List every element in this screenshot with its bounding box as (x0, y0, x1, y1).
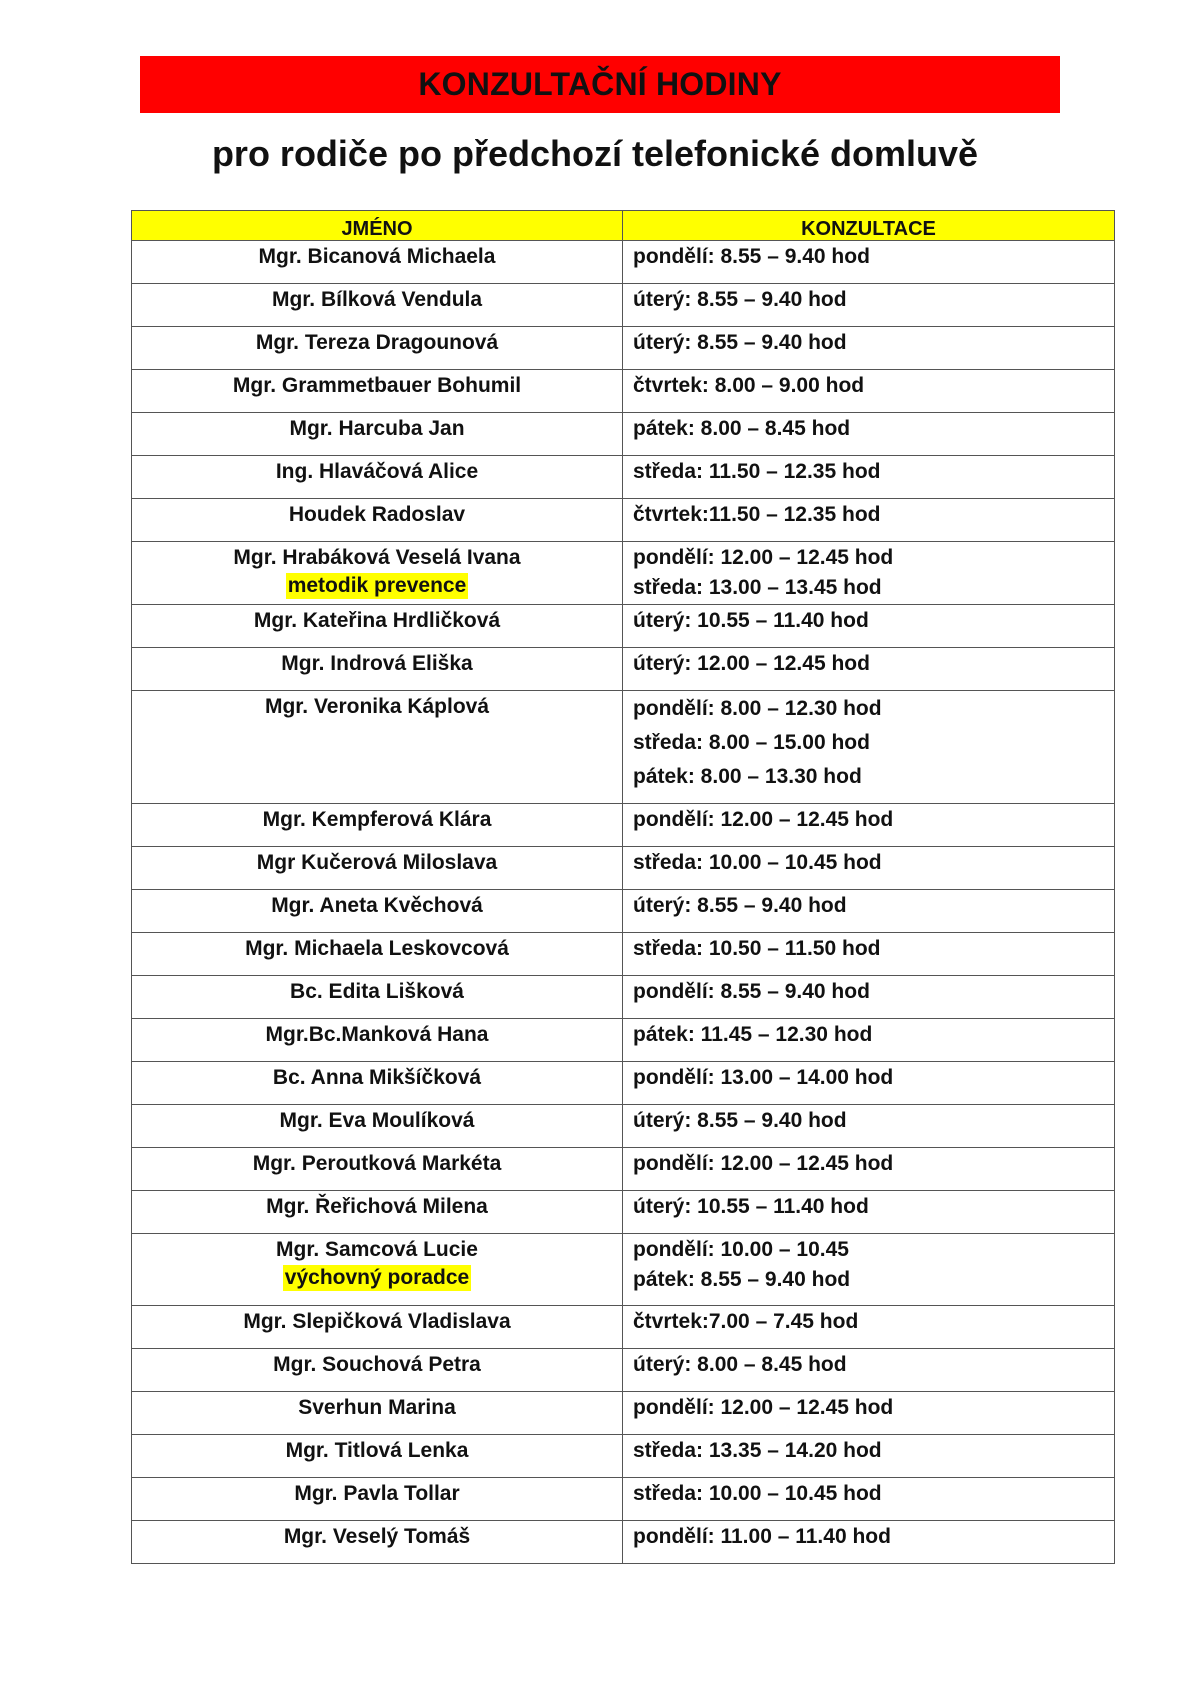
teacher-name-cell (132, 1062, 623, 1105)
teacher-name: Mgr. Aneta Kvěchová (271, 894, 483, 917)
teacher-name: Mgr Kučerová Miloslava (256, 851, 498, 874)
teacher-name: Mgr. Pavla Tollar (294, 1482, 460, 1505)
teacher-role-badge: výchovný poradce (284, 1266, 470, 1289)
consultation-time-cell (623, 1148, 1115, 1191)
table-row (132, 1234, 1115, 1306)
table-row (132, 456, 1115, 499)
table-row (132, 1019, 1115, 1062)
table-header-row (132, 211, 1115, 241)
teacher-name-cell (132, 370, 623, 413)
consultation-slot: středa: 10.50 – 11.50 hod (633, 937, 881, 960)
teacher-name-cell (132, 241, 623, 284)
consultation-time-cell (623, 976, 1115, 1019)
consultation-time-cell (623, 456, 1115, 499)
teacher-name: Bc. Edita Lišková (290, 980, 464, 1003)
teacher-name: Mgr. Řeřichová Milena (266, 1195, 488, 1218)
table-row (132, 847, 1115, 890)
teacher-name-cell (132, 1392, 623, 1435)
teacher-name-cell (132, 648, 623, 691)
consultation-time-cell (623, 1392, 1115, 1435)
consultation-slot: čtvrtek:11.50 – 12.35 hod (633, 503, 881, 526)
consultation-time-cell (623, 1105, 1115, 1148)
teacher-name: Mgr. Slepičková Vladislava (243, 1310, 511, 1333)
consultation-slot: středa: 13.00 – 13.45 hod (633, 576, 882, 599)
consultation-slot: pátek: 11.45 – 12.30 hod (633, 1023, 873, 1046)
consultation-slot: pondělí: 12.00 – 12.45 hod (633, 546, 894, 569)
table-row (132, 241, 1115, 284)
table-row (132, 933, 1115, 976)
teacher-name: Mgr. Grammetbauer Bohumil (232, 374, 522, 397)
teacher-name-cell (132, 1349, 623, 1392)
table-row (132, 1478, 1115, 1521)
consultation-time-cell (623, 327, 1115, 370)
table-row (132, 413, 1115, 456)
consultation-slot: středa: 10.00 – 10.45 hod (633, 851, 882, 874)
teacher-name: Mgr. Kempferová Klára (262, 808, 492, 831)
consultation-slot: pondělí: 8.55 – 9.40 hod (633, 245, 870, 268)
consultation-slot: čtvrtek:7.00 – 7.45 hod (633, 1310, 859, 1333)
table-row (132, 1306, 1115, 1349)
teacher-name-cell (132, 327, 623, 370)
teacher-name: Bc. Anna Mikšíčková (272, 1066, 482, 1089)
consultation-time-cell (623, 933, 1115, 976)
table-row (132, 1349, 1115, 1392)
consultation-time-cell (623, 1191, 1115, 1234)
consultation-table (131, 210, 1115, 1564)
consultation-time-cell (623, 413, 1115, 456)
consultation-time-cell (623, 847, 1115, 890)
page-title: KONZULTAČNÍ HODINY (418, 66, 782, 102)
table-row (132, 890, 1115, 933)
consultation-time-cell (623, 1349, 1115, 1392)
teacher-name-cell (132, 542, 623, 605)
consultation-time-cell (623, 1306, 1115, 1349)
table-row (132, 1435, 1115, 1478)
teacher-name-cell (132, 691, 623, 804)
teacher-name: Mgr. Michaela Leskovcová (245, 937, 509, 960)
teacher-name: Mgr. Bicanová Michaela (258, 245, 496, 268)
consultation-time-cell (623, 890, 1115, 933)
teacher-name-cell (132, 804, 623, 847)
consultation-time-cell (623, 370, 1115, 413)
consultation-time-cell (623, 605, 1115, 648)
consultation-slot: pondělí: 12.00 – 12.45 hod (633, 1396, 894, 1419)
teacher-name: Mgr. Harcuba Jan (289, 417, 465, 440)
table-row (132, 691, 1115, 804)
teacher-name-cell (132, 456, 623, 499)
teacher-name-cell (132, 1019, 623, 1062)
table-row (132, 1521, 1115, 1564)
page-subtitle: pro rodiče po předchozí telefonické domluvě (211, 133, 979, 174)
consultation-slot: pátek: 8.00 – 8.45 hod (633, 417, 851, 440)
consultation-slot: úterý: 8.55 – 9.40 hod (633, 894, 847, 917)
table-row (132, 284, 1115, 327)
teacher-name-cell (132, 1521, 623, 1564)
teacher-name: Mgr. Veronika Káplová (264, 695, 490, 718)
consultation-time-cell (623, 284, 1115, 327)
teacher-name-cell (132, 1148, 623, 1191)
consultation-time-cell (623, 691, 1115, 804)
consultation-slot: úterý: 8.00 – 8.45 hod (633, 1353, 847, 1376)
teacher-name: Houdek Radoslav (288, 503, 466, 526)
teacher-name: Sverhun Marina (298, 1396, 456, 1419)
table-row (132, 648, 1115, 691)
teacher-name: Mgr. Indrová Eliška (281, 652, 473, 675)
consultation-slot: pátek: 8.55 – 9.40 hod (633, 1268, 851, 1291)
teacher-name-cell (132, 499, 623, 542)
teacher-name-cell (132, 976, 623, 1019)
consultation-slot: úterý: 8.55 – 9.40 hod (633, 288, 847, 311)
consultation-slot: pátek: 8.00 – 13.30 hod (633, 765, 862, 788)
table-row (132, 1148, 1115, 1191)
consultation-slot: pondělí: 12.00 – 12.45 hod (633, 808, 894, 831)
consultation-slot: pondělí: 12.00 – 12.45 hod (633, 1152, 894, 1175)
consultation-slot: středa: 13.35 – 14.20 hod (633, 1439, 882, 1462)
table-row (132, 976, 1115, 1019)
teacher-name-cell (132, 1234, 623, 1306)
table-row (132, 542, 1115, 605)
title-banner (140, 56, 1060, 113)
consultation-slot: středa: 10.00 – 10.45 hod (633, 1482, 882, 1505)
consultation-slot: pondělí: 8.55 – 9.40 hod (633, 980, 870, 1003)
teacher-name: Mgr. Kateřina Hrdličková (253, 609, 501, 632)
teacher-name: Mgr. Peroutková Markéta (252, 1152, 502, 1175)
teacher-name: Mgr. Tereza Dragounová (255, 331, 499, 354)
teacher-name-cell (132, 890, 623, 933)
teacher-name-cell (132, 1191, 623, 1234)
table-row (132, 605, 1115, 648)
table-row (132, 327, 1115, 370)
teacher-name: Mgr. Titlová Lenka (285, 1439, 469, 1462)
consultation-time-cell (623, 648, 1115, 691)
teacher-name-cell (132, 1435, 623, 1478)
consultation-time-cell (623, 1521, 1115, 1564)
teacher-name-cell (132, 605, 623, 648)
teacher-name-cell (132, 1306, 623, 1349)
teacher-name-cell (132, 1478, 623, 1521)
teacher-role-badge: metodik prevence (287, 574, 467, 597)
teacher-name-cell (132, 1105, 623, 1148)
consultation-slot: úterý: 10.55 – 11.40 hod (633, 1195, 869, 1218)
consultation-time-cell (623, 542, 1115, 605)
consultation-time-cell (623, 1062, 1115, 1105)
consultation-time-cell (623, 1019, 1115, 1062)
consultation-time-cell (623, 804, 1115, 847)
table-row (132, 1191, 1115, 1234)
teacher-name-cell (132, 284, 623, 327)
teacher-name: Mgr. Bílková Vendula (271, 288, 483, 311)
teacher-name: Mgr. Eva Moulíková (279, 1109, 475, 1132)
consultation-time-cell (623, 1435, 1115, 1478)
consultation-slot: pondělí: 10.00 – 10.45 (633, 1238, 849, 1261)
consultation-slot: úterý: 10.55 – 11.40 hod (633, 609, 869, 632)
teacher-name: Mgr.Bc.Manková Hana (265, 1023, 489, 1046)
consultation-slot: středa: 11.50 – 12.35 hod (633, 460, 881, 483)
table-row (132, 499, 1115, 542)
column-header-name: JMÉNO (132, 211, 623, 241)
consultation-slot: úterý: 8.55 – 9.40 hod (633, 1109, 847, 1132)
teacher-name-cell (132, 847, 623, 890)
consultation-slot: čtvrtek: 8.00 – 9.00 hod (633, 374, 865, 397)
teacher-name: Mgr. Hrabáková Veselá Ivana (233, 546, 521, 569)
consultation-slot: úterý: 8.55 – 9.40 hod (633, 331, 847, 354)
table-body (132, 241, 1115, 1564)
table-row (132, 1105, 1115, 1148)
teacher-name-cell (132, 413, 623, 456)
teacher-name: Ing. Hlaváčová Alice (275, 460, 479, 483)
consultation-time-cell (623, 1234, 1115, 1306)
consultation-time-cell (623, 241, 1115, 284)
table-row (132, 1062, 1115, 1105)
teacher-name: Mgr. Samcová Lucie (276, 1238, 478, 1261)
consultation-slot: pondělí: 13.00 – 14.00 hod (633, 1066, 894, 1089)
teacher-name-cell (132, 933, 623, 976)
consultation-slot: pondělí: 11.00 – 11.40 hod (633, 1525, 891, 1548)
consultation-slot: středa: 8.00 – 15.00 hod (633, 731, 870, 754)
consultation-time-cell (623, 1478, 1115, 1521)
teacher-name: Mgr. Veselý Tomáš (283, 1525, 471, 1548)
consultation-slot: pondělí: 8.00 – 12.30 hod (633, 697, 882, 720)
table-row (132, 370, 1115, 413)
consultation-time-cell (623, 499, 1115, 542)
table-row (132, 1392, 1115, 1435)
table-row (132, 804, 1115, 847)
teacher-name: Mgr. Souchová Petra (273, 1353, 481, 1376)
consultation-slot: úterý: 12.00 – 12.45 hod (633, 652, 870, 675)
column-header-consultation: KONZULTACE (623, 211, 1115, 241)
